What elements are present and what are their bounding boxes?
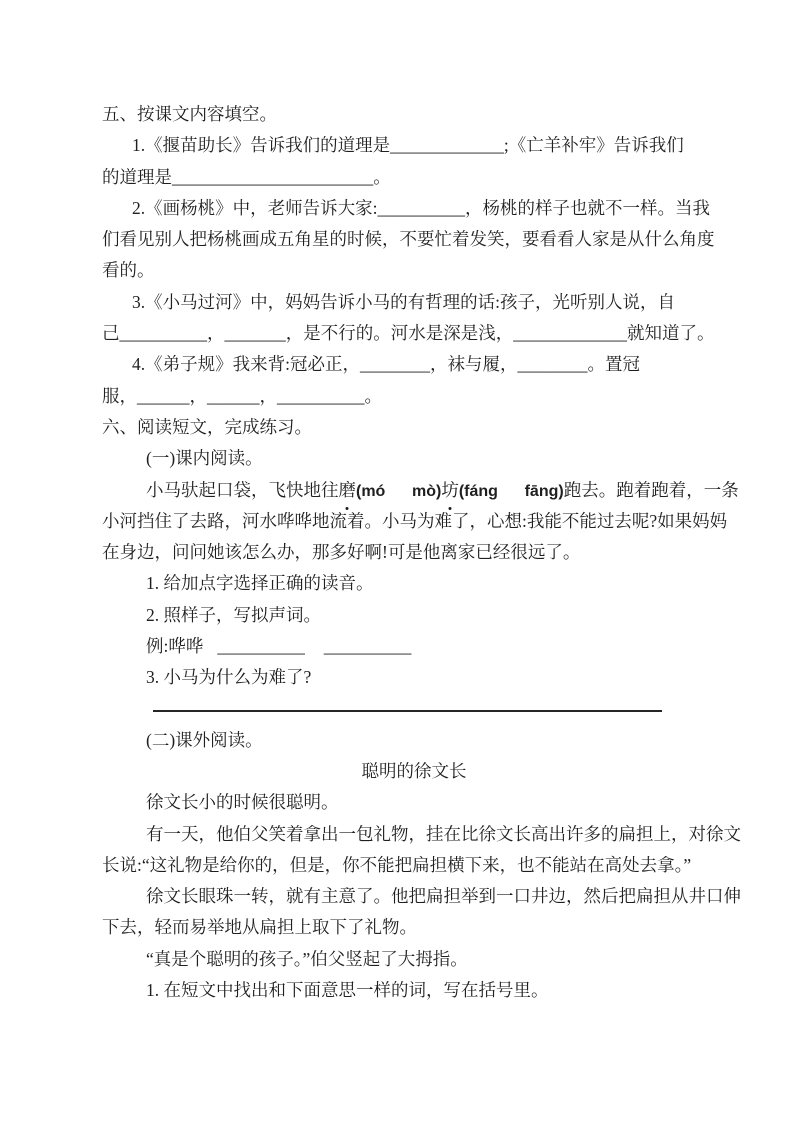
section-six-heading: 六、阅读短文，完成练习。 [102, 416, 312, 437]
emphasis-dot-char-mo: 磨 [339, 475, 357, 506]
item-2-line-1: 2.《画杨桃》中，老师告诉大家:__________，杨桃的样子也就不一样。当我 [132, 197, 710, 218]
emphasis-dot-char-fang: 坊 [441, 475, 459, 506]
story-line: 有一天，他伯父笑着拿出一包礼物，挂在比徐文长高出许多的扁担上，对徐文 [146, 823, 741, 844]
example-line [102, 631, 682, 662]
part2-question-1: 1. 在短文中找出和下面意思一样的词，写在括号里。 [146, 980, 549, 1001]
part1-label: (一)课内阅读。 [146, 448, 263, 469]
story-line: 下去，轻而易举地从扁担上取下了礼物。 [102, 917, 417, 938]
pinyin-choice-fang: (fáng fāng) [458, 482, 564, 500]
part1-question-1: 1. 给加点字选择正确的读音。 [146, 573, 374, 594]
pinyin-choice-mo: (mó mò) [356, 482, 442, 500]
answer-blank: __________ [217, 636, 305, 657]
part1-question-3: 3. 小马为什么为难了? [146, 667, 312, 688]
section-five-heading: 五、按课文内容填空。 [102, 104, 277, 124]
story-line: 长说:“这礼物是给你的，但是，你不能把扁担横下来，也不能站在高处去拿。” [102, 854, 692, 875]
passage-line: 在身边，问问她该怎么办，那多好啊!可是他离家已经很远了。 [102, 542, 581, 563]
part2-label: (二)课外阅读。 [146, 729, 263, 750]
item-2-line-3: 看的。 [102, 260, 155, 281]
story-line: “真是个聪明的孩子。”伯父竖起了大拇指。 [146, 948, 468, 969]
item-3-line-1: 3.《小马过河》中，妈妈告诉小马的有哲理的话:孩子，光听别人说，自 [132, 291, 675, 312]
passage-line [102, 475, 739, 506]
reading-title: 聪明的徐文长 [361, 760, 467, 781]
item-3-line-2: 己__________，_______，是不行的。河水是深是浅，_____________就知道了。 [102, 323, 715, 344]
story-line: 徐文长小的时候很聪明。 [146, 792, 339, 813]
item-1-line-1: 1.《揠苗助长》告诉我们的道理是_____________;《亡羊补牢》告诉我们 [132, 135, 684, 156]
item-4-line-2: 服，______，______，__________。 [102, 385, 382, 406]
item-4-line-1: 4.《弟子规》我来背:冠必正，________，袜与履，________。置冠 [132, 354, 640, 375]
item-1-line-2: 的道理是_______________________。 [102, 166, 391, 187]
story-line: 徐文长眼珠一转，就有主意了。他把扁担举到一口井边，然后把扁担从井口伸 [146, 886, 741, 907]
part1-question-2: 2. 照样子，写拟声词。 [146, 604, 321, 625]
passage-text: 小马驮起口袋，飞快地往 [146, 479, 339, 500]
example-label: 例:哗哗 [146, 636, 204, 657]
item-2-line-2: 们看见别人把杨桃画成五角星的时候，不要忙着发笑，要看看人家是从什么角度 [102, 229, 715, 250]
answer-divider-line [153, 710, 662, 712]
section-five [102, 99, 715, 412]
section-six [102, 412, 741, 1006]
passage-text: 跑去。跑着跑着，一条 [563, 479, 739, 500]
passage-line: 小河挡住了去路，河水哗哗地流着。小马为难了，心想:我能不能过去呢?如果妈妈 [102, 510, 728, 531]
answer-blank: __________ [323, 636, 412, 657]
